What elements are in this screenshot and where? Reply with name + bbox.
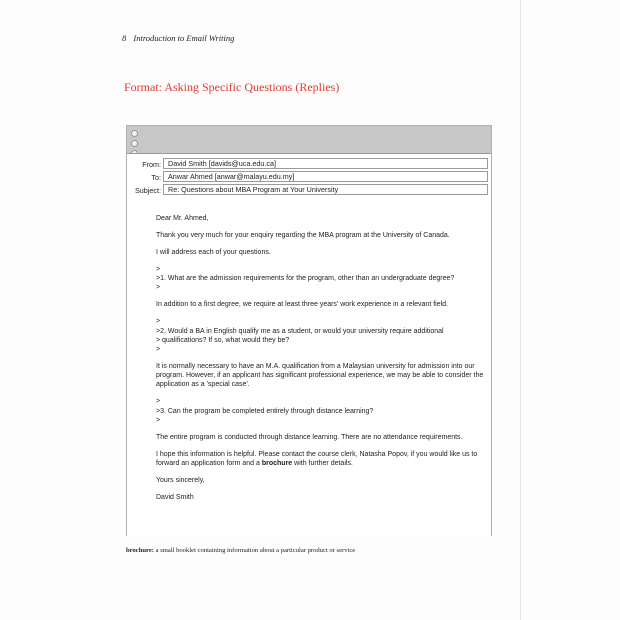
quote-line: > [156, 266, 161, 273]
answer-3: The entire program is conducted through distance learning. There are no attendance requirements. [156, 433, 463, 441]
glossary-footnote [126, 547, 355, 554]
sign-off: Yours sincerely, [156, 477, 205, 485]
from-row [127, 158, 491, 170]
subject-label: Subject: [135, 186, 161, 195]
quote-line: >3. Can the program be completed entirely through distance learning? [156, 407, 374, 415]
from-field[interactable]: David Smith [davids@uca.edu.ca] [163, 158, 488, 169]
section-title: Format: Asking Specific Questions (Replies) [124, 80, 340, 94]
address-each-paragraph: I will address each of your questions. [156, 249, 271, 256]
to-row [127, 171, 491, 183]
quote-line: > [156, 398, 161, 406]
to-field[interactable]: Anwar Ahmed [anwar@malayu.edu.my] [163, 171, 488, 182]
quoted-question-1 [156, 265, 486, 293]
intro-paragraph: Thank you very much for your enquiry regarding the MBA program at the University of Canada. [156, 232, 450, 239]
email-content [127, 153, 491, 536]
closing-text-end: with further details. [292, 460, 353, 468]
window-dot-icon [131, 130, 138, 137]
window-dot-icon [131, 140, 138, 147]
quoted-question-2 [156, 317, 486, 354]
subject-row [127, 184, 491, 196]
quote-line: > [156, 346, 161, 354]
footnote-definition: a small booklet containing information about a particular product or service [153, 547, 356, 554]
page-gutter-line [520, 0, 521, 620]
running-head [122, 33, 234, 43]
email-window [126, 125, 492, 536]
footnote-term: brochure: [126, 547, 154, 554]
closing-text: I hope this information is helpful. Please contact the course clerk, Natasha Popov, if you would like us to forward an application form and a [156, 450, 478, 468]
answer-1: In addition to a first degree, we require at least three years' work experience in a relevant field. [156, 301, 448, 309]
answer-2: It is normally necessary to have an M.A. qualification from a Malaysian university for admission into our program. However, if an applicant has significant professional experience, we may be able to consider the application as a 'special case'. [156, 363, 484, 389]
subject-field[interactable]: Re: Questions about MBA Program at Your University [163, 184, 488, 195]
page-number: 8 [122, 33, 127, 43]
quote-line: > qualifications? If so, what would they be? [156, 336, 290, 344]
quote-line: >1. What are the admission requirements for the program, other than an undergraduate degree? [156, 275, 455, 283]
signature: David Smith [156, 494, 194, 502]
quote-line: > [156, 284, 161, 292]
from-label: From: [142, 160, 161, 169]
quoted-question-3 [156, 397, 486, 425]
quote-line: > [156, 416, 161, 424]
greeting: Dear Mr. Ahmed, [156, 215, 209, 222]
quote-line: >2. Would a BA in English qualify me as a student, or would your university require additional [156, 327, 444, 335]
closing-paragraph [156, 450, 486, 468]
email-body [156, 214, 486, 510]
running-head-title: Introduction to Email Writing [133, 33, 235, 43]
to-label: To: [151, 173, 161, 182]
quote-line: > [156, 318, 161, 326]
closing-bold-term: brochure [261, 460, 293, 468]
